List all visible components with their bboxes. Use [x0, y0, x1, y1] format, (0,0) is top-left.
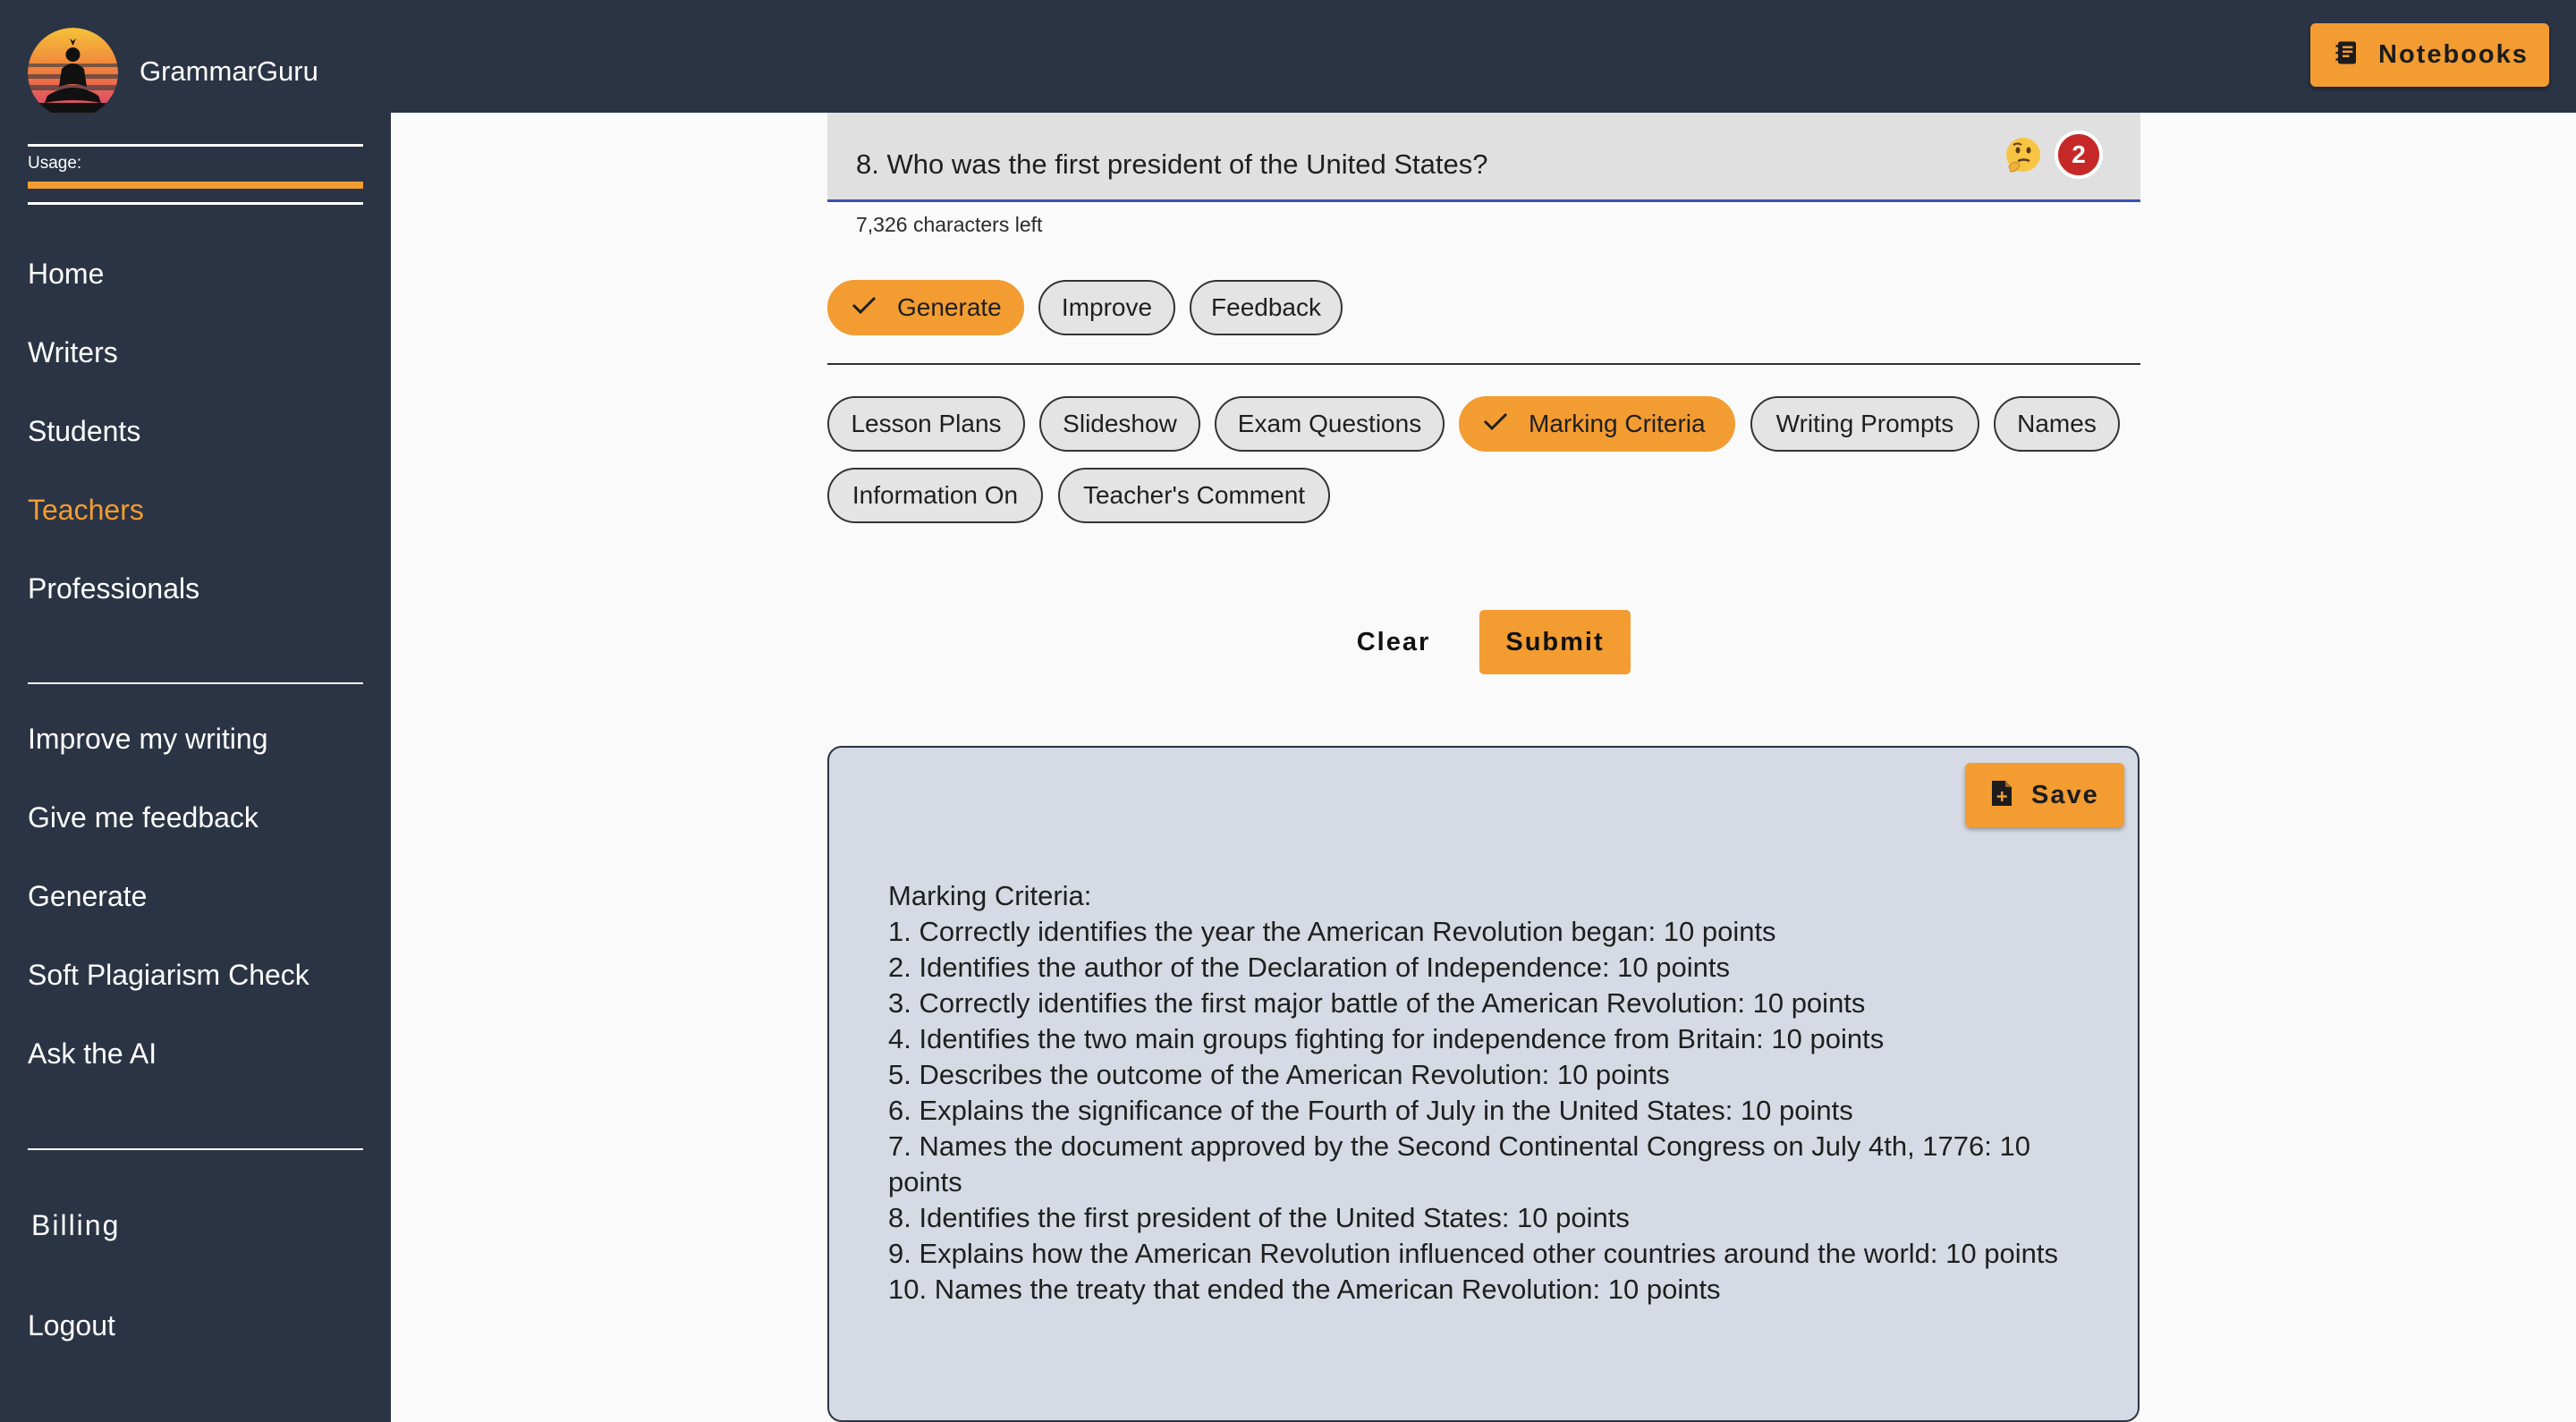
brand-name: GrammarGuru [140, 55, 318, 87]
chip-feedback[interactable]: Feedback [1190, 280, 1343, 335]
result-line: 1. Correctly identifies the year the American Revolution began: 10 points [888, 916, 1776, 947]
sidebar-divider [28, 1148, 363, 1150]
result-panel [827, 746, 2140, 1422]
sidebar-item-teachers[interactable]: Teachers [28, 494, 144, 526]
sidebar-item-logout[interactable]: Logout [28, 1309, 115, 1342]
sidebar-divider [28, 682, 363, 684]
result-text [888, 878, 2105, 1308]
result-line: 2. Identifies the author of the Declaration of Independence: 10 points [888, 952, 1730, 983]
result-line: 6. Explains the significance of the Fourth of July in the United States: 10 points [888, 1095, 1853, 1126]
result-line: 8. Identifies the first president of the United States: 10 points [888, 1202, 1630, 1233]
sidebar-item-professionals[interactable]: Professionals [28, 572, 200, 605]
notebooks-label: Notebooks [2378, 40, 2529, 69]
notebook-icon [2334, 39, 2360, 71]
chip-writing-prompts[interactable]: Writing Prompts [1750, 396, 1979, 452]
usage-bottom-divider [28, 202, 363, 205]
chip-slideshow[interactable]: Slideshow [1039, 396, 1200, 452]
question-input-value: 8. Who was the first president of the United States? [856, 148, 1488, 180]
chip-improve[interactable]: Improve [1038, 280, 1175, 335]
question-input[interactable] [827, 113, 2140, 202]
sidebar-item-improve-my-writing[interactable]: Improve my writing [28, 723, 268, 755]
chip-label: Generate [897, 293, 1002, 321]
chip-teachers-comment[interactable]: Teacher's Comment [1058, 468, 1330, 523]
usage-label: Usage: [28, 154, 82, 173]
result-line: 7. Names the document approved by the Second Continental Congress on July 4th, 1776: 10 points [888, 1130, 2030, 1198]
clear-button[interactable]: Clear [1356, 627, 1431, 656]
chip-information-on[interactable]: Information On [827, 468, 1043, 523]
sidebar-item-students[interactable]: Students [28, 415, 141, 447]
save-file-icon [1990, 779, 2013, 812]
usage-progress-bar [28, 182, 363, 189]
characters-left-counter: 7,326 characters left [856, 213, 1043, 236]
result-heading: Marking Criteria: [888, 880, 1092, 911]
top-app-bar [0, 0, 2576, 113]
result-line: 9. Explains how the American Revolution influenced other countries around the world: 10 points [888, 1238, 2058, 1269]
sidebar-item-generate[interactable]: Generate [28, 880, 148, 912]
checkmark-icon [851, 293, 877, 322]
sidebar-item-ask-the-ai[interactable]: Ask the AI [28, 1037, 157, 1070]
checkmark-icon [1482, 410, 1509, 438]
chip-lesson-plans[interactable]: Lesson Plans [827, 396, 1025, 452]
result-line: 5. Describes the outcome of the American Revolution: 10 points [888, 1059, 1670, 1090]
notification-count-badge[interactable]: 2 [2055, 131, 2103, 179]
sidebar-item-billing[interactable]: Billing [31, 1209, 121, 1241]
notebooks-button[interactable] [2310, 23, 2549, 87]
chip-names[interactable]: Names [1994, 396, 2120, 452]
sidebar-item-home[interactable]: Home [28, 258, 105, 290]
sidebar-item-soft-plagiarism-check[interactable]: Soft Plagiarism Check [28, 959, 309, 991]
chip-generate[interactable] [827, 280, 1024, 335]
chip-marking-criteria[interactable] [1459, 396, 1735, 452]
app-logo[interactable] [28, 28, 118, 118]
save-button[interactable] [1965, 763, 2124, 827]
result-line: 10. Names the treaty that ended the American Revolution: 10 points [888, 1274, 1721, 1305]
sidebar-item-give-me-feedback[interactable]: Give me feedback [28, 801, 258, 834]
result-line: 3. Correctly identifies the first major battle of the American Revolution: 10 points [888, 987, 1866, 1019]
result-line: 4. Identifies the two main groups fighting for independence from Britain: 10 points [888, 1023, 1885, 1054]
submit-button[interactable]: Submit [1479, 610, 1631, 674]
chip-exam-questions[interactable]: Exam Questions [1215, 396, 1445, 452]
thinking-face-icon[interactable] [2004, 136, 2043, 175]
usage-top-divider [28, 144, 363, 147]
chip-label: Marking Criteria [1529, 410, 1706, 437]
sidebar-item-writers[interactable]: Writers [28, 336, 118, 368]
section-divider [827, 363, 2140, 365]
save-label: Save [2031, 780, 2099, 809]
